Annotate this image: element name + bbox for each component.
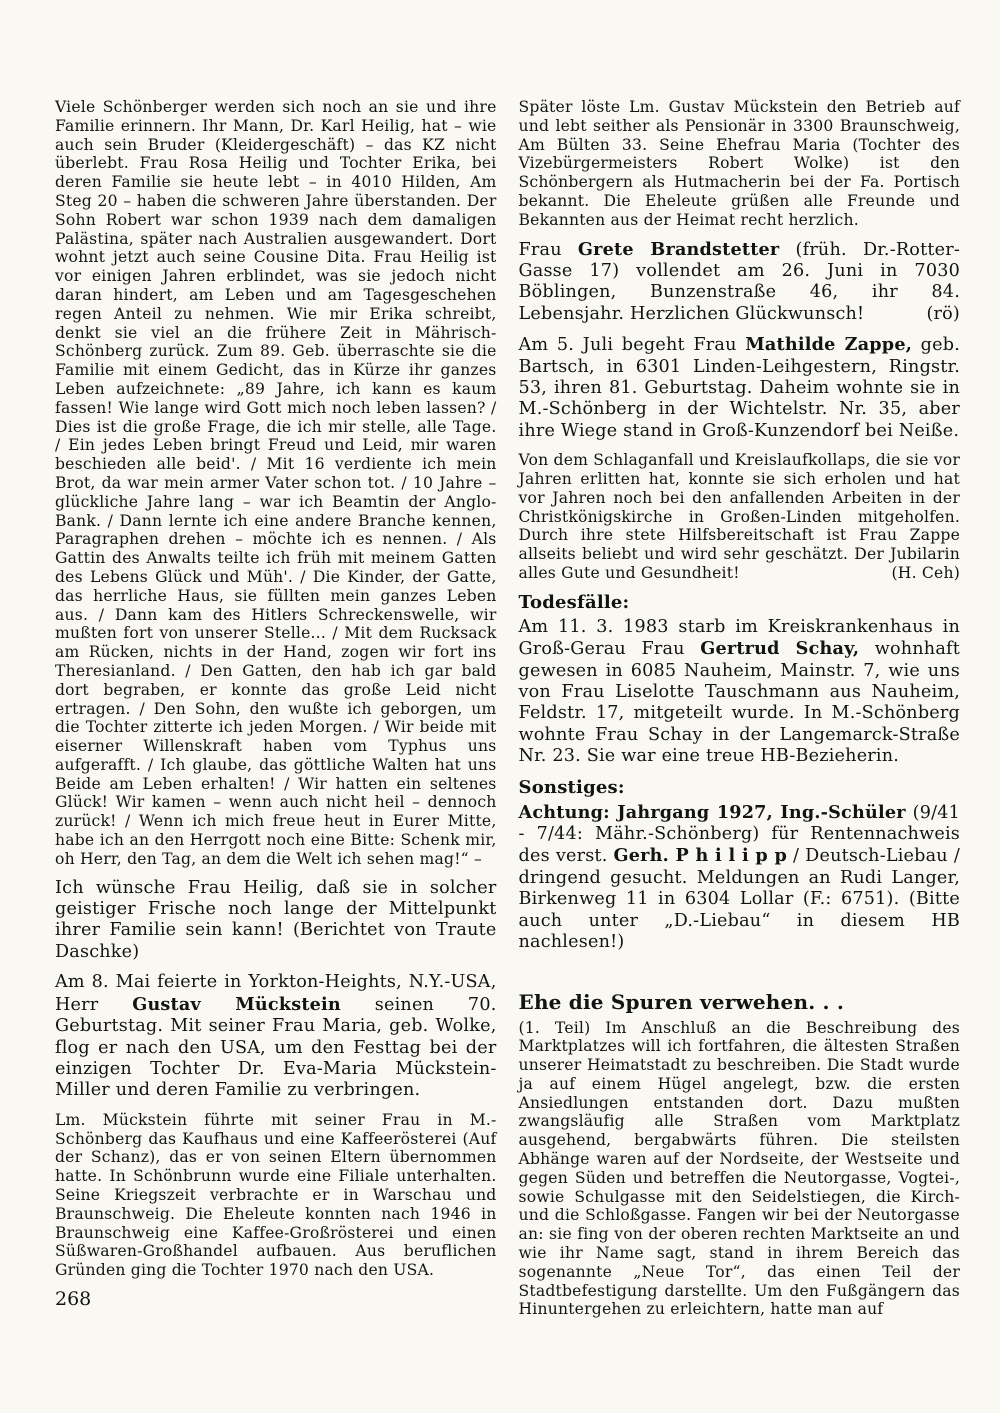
text-run: geb. Bartsch, in 6301 Linden-Leihgestern, Ringstr. 53, ihren 81. Geburtstag. Daheim wohnte sie in M.-Schönberg in der Wichtelstr. Nr. 35, aber ihre Wiege stand in Groß-Kunzendorf bei Neiße. <box>518 335 961 441</box>
paragraph <box>519 451 961 583</box>
paragraph <box>55 878 497 964</box>
paragraph <box>519 802 961 954</box>
text-run: Später löste Lm. Gustav Mückstein den Betrieb auf und lebt seither als Pensionär in 3300 Braunschweig, Am Bülten 33. Seine Ehefrau Maria (Tochter des Vizebürgermeisters Robert Wolke) ist den Schönbergern als Hutmacherin bei der Fa. Portisch bekannt. Die Eheleute grüßen alle Freunde und Bekannten aus der Heimat recht herzlich. <box>518 98 960 229</box>
text-run: (früh. Dr.-Rotter-Gasse 17) vollendet am 26. Juni in 7030 Böblingen, Bunzenstraße 46, ihr 84. Lebensjahr. Herzlichen Glückwunsch! <box>518 239 961 324</box>
text-run: Am 8. Mai feierte in Yorkton-Heights, N.Y.-USA, Herr <box>55 972 497 1015</box>
text-run: (1. Teil) Im Anschluß an die Beschreibung des Marktplatzes will ich fortfahren, die ältesten Straßen unserer Heimatstadt zu beschreiben. Die Stadt wurde ja auf einem Hügel angelegt, bzw. die ersten Ansiedlungen entstanden dort. Dazu mußten zwangsläufig alle Straßen vom Marktplatz ausgehend, bergabwärts führen. Die steilsten Abhänge waren auf der Nordseite, der Westseite und gegen Süden und betreffen die Neutorgasse, Vogtei-, sowie Schulgasse mit den Seidelstiegen, die Kirch- und die Schloßgasse. Fangen wir bei der Neutorgasse an: sie fing von der oberen rechten Marktseite an und wie ihr Name sagt, stand in ihrem Bereich das sogenannte „Neue Tor“, das einen Teil der Stadtbefestigung darstellte. Um den Fußgängern das Hinuntergehen zu erleichtern, hatte man auf <box>518 1018 960 1319</box>
text-run: Lm. Mückstein führte mit seiner Frau in M.-Schönberg das Kaufhaus und eine Kaffeerösterei (Auf der Schanz), das er von seinen Eltern übernommen hatte. In Schönbrunn wurde eine Filiale unterhalten. Seine Kriegszeit verbrachte er in Warschau und Braunschweig. Die Eheleute konnten nach 1946 in Braunschweig eine Kaffee-Großrösterei und einen Süßwaren-Großhandel aufbauen. Aus beruflichen Gründen ging die Tochter 1970 nach den USA. <box>55 1110 497 1280</box>
section-heading <box>519 592 961 614</box>
paragraph <box>519 334 961 442</box>
bold-text-run: Achtung: Jahrgang 1927, Ing.-Schüler <box>518 801 906 823</box>
bold-text-run: Sonstiges: <box>518 776 625 798</box>
bold-text-run: Todesfälle: <box>518 591 630 613</box>
bold-text-run: Mathilde Zappe, <box>745 334 913 356</box>
text-run: Viele Schönberger werden sich noch an sie und ihre Familie erinnern. Ihr Mann, Dr. Karl Heilig, hat – wie auch sein Bruder (Kleidergeschäft) – das KZ nicht überlebt. Frau Rosa Heilig und Tochter Erika, bei deren Familie sie heute lebt – in 4010 Hilden, Am Steg 20 – haben die schweren Jahre überstanden. Der Sohn Robert war schon 1939 nach dem damaligen Palästina, später nach Australien ausgewandert. Dort wohnt jetzt auch seine Cousine Dita. Frau Heilig ist vor einigen Jahren erblindet, was sie jedoch nicht daran hindert, am Leben und am Tagesgeschehen regen Anteil zu nehmen. Wie mir Erika schreibt, denkt sie viel an die frühere Zeit in Mährisch-Schönberg zurück. Zum 89. Geb. überraschte sie die Familie mit einem Gedicht, das in Kürze ihr ganzes Leben aufzeichnete: „89 Jahre, ich kann es kaum fassen! Wie lange wird Gott mich noch leben lassen? / Dies ist die große Frage, die ich mir stelle, alle Tage. / Ein jedes Leben bringt Freud und Leid, mir waren beschieden alle beid'. / Mit 16 verdiente ich mein Brot, da war mein armer Vater schon tot. / 10 Jahre – glückliche Jahre lang – war ich Beamtin der Anglo-Bank. / Dann lernte ich eine andere Branche kennen, Paragraphen drehen – möchte ich es nennen. / Als Gattin des Anwalts teilte ich früh mit meinem Gatten des Lebens Glück und Müh'. / Die Kinder, der Gatte, das herrliche Haus, sie füllten mein ganzes Leben aus. / Dann kam des Hitlers Schreckenswelle, wir mußten fort von unserer Stelle... / Mit dem Rucksack am Rücken, nichts in der Hand, zogen wir fort ins Theresianland. / Den Gatten, den hab ich gar bald dort begraben, er konnte das große Leid nicht ertragen. / Den Sohn, den wußte ich geborgen, um die Tochter zitterte ich jeden Morgen. / Wir beide mit eiserner Willenskraft haben vom Typhus uns aufgerafft. / Ich glaube, das göttliche Walten hat uns Beide am Leben erhalten! / Wir hatten ein seltenes Glück! Wir kamen – wenn auch nicht heil – dennoch zurück! / Wenn ich mich freue heut in Eurer Mitte, habe ich an den Herrgott noch eine Bitte: Schenk mir, oh Herr, den Tag, an dem die Welt ich sehen mag!“ – <box>55 98 497 868</box>
paragraph <box>519 98 961 230</box>
left-column <box>55 98 497 1280</box>
text-run: (H. Ceh) <box>891 564 960 583</box>
text-run: (9/41 - 7/44: Mähr.-Schönberg) für Rentennachweis des verst. <box>518 802 960 867</box>
text-run: Frau <box>518 239 578 260</box>
right-column <box>519 98 961 1319</box>
paragraph <box>55 98 497 869</box>
bold-text-run: Gerh. P h i l i p p <box>613 845 787 867</box>
text-run: wohnhaft gewesen in 6085 Nauheim, Mainstr. 7, wie uns von Frau Liselotte Tauschmann aus Nauheim, Feldstr. 17, mitgeteilt wurde. In M.-Schönberg wohnte Frau Schay in der Langemarck-Straße Nr. 23. Sie war eine treue HB-Bezieherin. <box>518 639 961 767</box>
bold-text-run: Grete Brandstetter <box>577 238 780 260</box>
article-title <box>519 990 961 1014</box>
bold-text-run: Gustav Mückstein <box>132 993 341 1015</box>
text-run: (rö) <box>926 303 960 324</box>
bold-text-run: Gertrud Schay, <box>700 638 860 660</box>
paragraph <box>519 617 961 768</box>
page-number: 268 <box>55 1288 92 1310</box>
bold-text-run: Ehe die Spuren verwehen. . . <box>518 989 845 1014</box>
text-run: Ich wünsche Frau Heilig, daß sie in solcher geistiger Frische noch lange der Mittelpunkt ihrer Familie sein kann! (Berichtet von Traute Daschke) <box>55 877 497 962</box>
text-columns <box>55 98 960 1319</box>
paragraph <box>519 1019 961 1320</box>
text-run: / Deutsch-Liebau / dringend gesucht. Meldungen an Rudi Langer, Birkenweg 11 in 6304 Lollar (F.: 6751). (Bitte auch unter „D.-Liebau“ in diesem HB nachlesen!) <box>518 846 960 953</box>
paragraph <box>55 972 497 1101</box>
text-run: Am 5. Juli begeht Frau <box>518 335 746 356</box>
text-run: Von dem Schlaganfall und Kreislaufkollaps, die sie vor Jahren erlitten hat, konnte sie sich erholen und hat vor Jahren noch bei den anfallenden Arbeiten in der Christkönigskirche in Großen-Linden mitgeholfen. Durch ihre stete Hilfsbereitschaft ist Frau Zappe allseits beliebt und wird sehr geschätzt. Der Jubilarin alles Gute und Gesundheit! <box>518 451 960 583</box>
text-run: Am 11. 3. 1983 starb im Kreiskrankenhaus in Groß-Gerau Frau <box>518 616 960 660</box>
section-heading <box>519 777 961 799</box>
paragraph <box>519 239 961 326</box>
text-run: seinen 70. Geburtstag. Mit seiner Frau Maria, geb. Wolke, flog er nach den USA, um den Festtag bei der einzigen Tochter Dr. Eva-Maria Mückstein-Miller und deren Familie zu verbringen. <box>55 994 497 1101</box>
paragraph <box>55 1111 497 1280</box>
